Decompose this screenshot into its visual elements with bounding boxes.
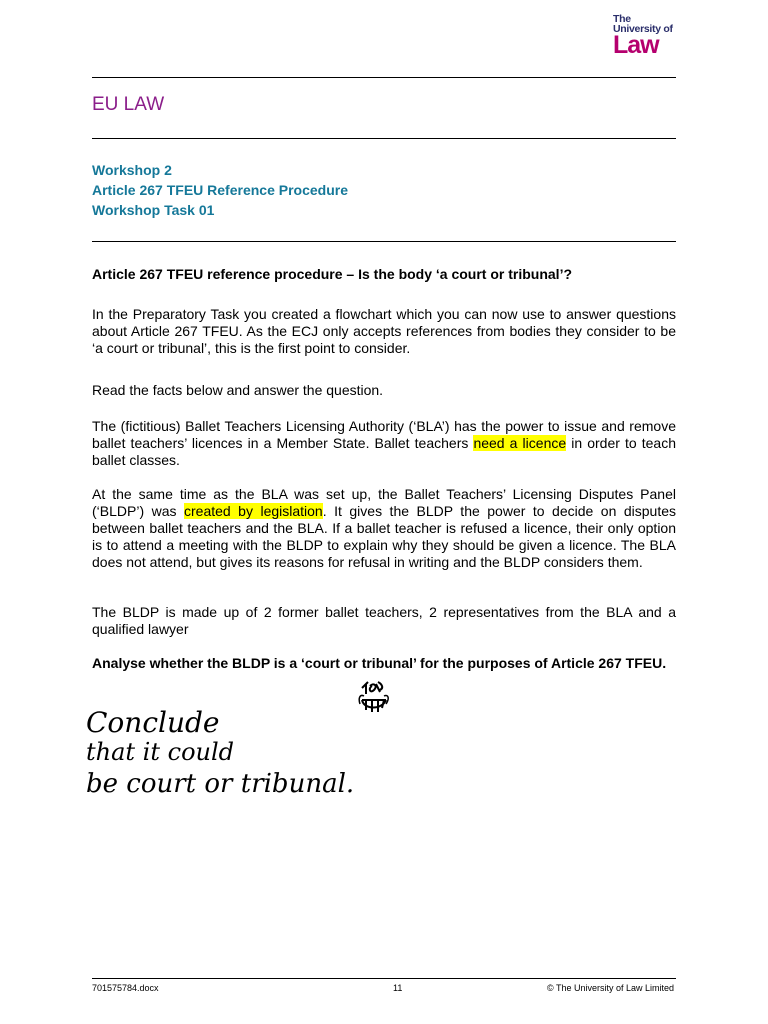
question-paragraph: Analyse whether the BLDP is a ‘court or tribunal’ for the purposes of Article 267 TFEU. <box>92 655 667 671</box>
facts-paragraph-1 <box>92 418 676 469</box>
highlight-need-a-licence: need a licence <box>473 435 567 451</box>
facts-paragraph-2 <box>92 486 676 571</box>
title-divider <box>92 138 676 139</box>
facts-2-text-after: . It gives the BLDP the power to decide on disputes between ballet teachers and the BLA. If a ballet teacher is refused a licence, their only option is to attend a meeting with the BLDP to explain why they should be given a licence. The BLA does not attend, but gives its reasons for refusal in writing and the BLDP considers them. <box>92 503 676 570</box>
workshop-number: Workshop 2 <box>92 162 172 178</box>
top-divider <box>92 77 676 78</box>
module-title: EU LAW <box>92 94 165 115</box>
facts-1-text-after: in order to teach ballet classes. <box>92 435 676 468</box>
handwriting-line-3: be court or tribunal. <box>86 769 355 799</box>
handwritten-note <box>80 698 360 808</box>
university-logo <box>613 14 673 60</box>
handwriting-line-1: Conclude <box>86 706 220 739</box>
facts-paragraph-3: The BLDP is made up of 2 former ballet teachers, 2 representatives from the BLA and a qualified lawyer <box>92 604 676 637</box>
logo-line-3: Law <box>613 31 659 59</box>
footer-copyright: © The University of Law Limited <box>546 983 674 993</box>
intro-paragraph: In the Preparatory Task you created a flowchart which you can now use to answer questions about Article 267 TFEU. As the ECJ only accepts references from bodies they consider to be ‘a court or tribunal’, this is the first point to consider. <box>92 306 676 356</box>
doodle-drawing <box>356 680 392 724</box>
footer-filename: 701575784.docx <box>92 983 159 993</box>
instruction-paragraph: Read the facts below and answer the question. <box>92 382 384 398</box>
workshop-task: Workshop Task 01 <box>92 202 215 218</box>
logo-line-1: The <box>613 13 631 25</box>
section-heading: Article 267 TFEU reference procedure – Is the body ‘a court or tribunal’? <box>92 266 573 282</box>
footer-page-number: 11 <box>393 983 403 993</box>
workshop-topic: Article 267 TFEU Reference Procedure <box>92 182 348 198</box>
logo-line-2: University of <box>613 23 673 35</box>
facts-1-text-before: The (fictitious) Ballet Teachers Licensing Authority (‘BLA’) has the power to issue and remove ballet teachers’ licences in a Member State. Ballet teachers <box>92 418 676 451</box>
workshop-divider <box>92 241 676 242</box>
facts-2-text-before: At the same time as the BLA was set up, the Ballet Teachers’ Licensing Disputes Panel (‘BLDP’) was <box>92 486 676 519</box>
handwriting-line-2: that it could <box>86 738 235 766</box>
highlight-created-by-legislation: created by legislation <box>184 503 323 519</box>
footer-divider <box>92 978 676 979</box>
